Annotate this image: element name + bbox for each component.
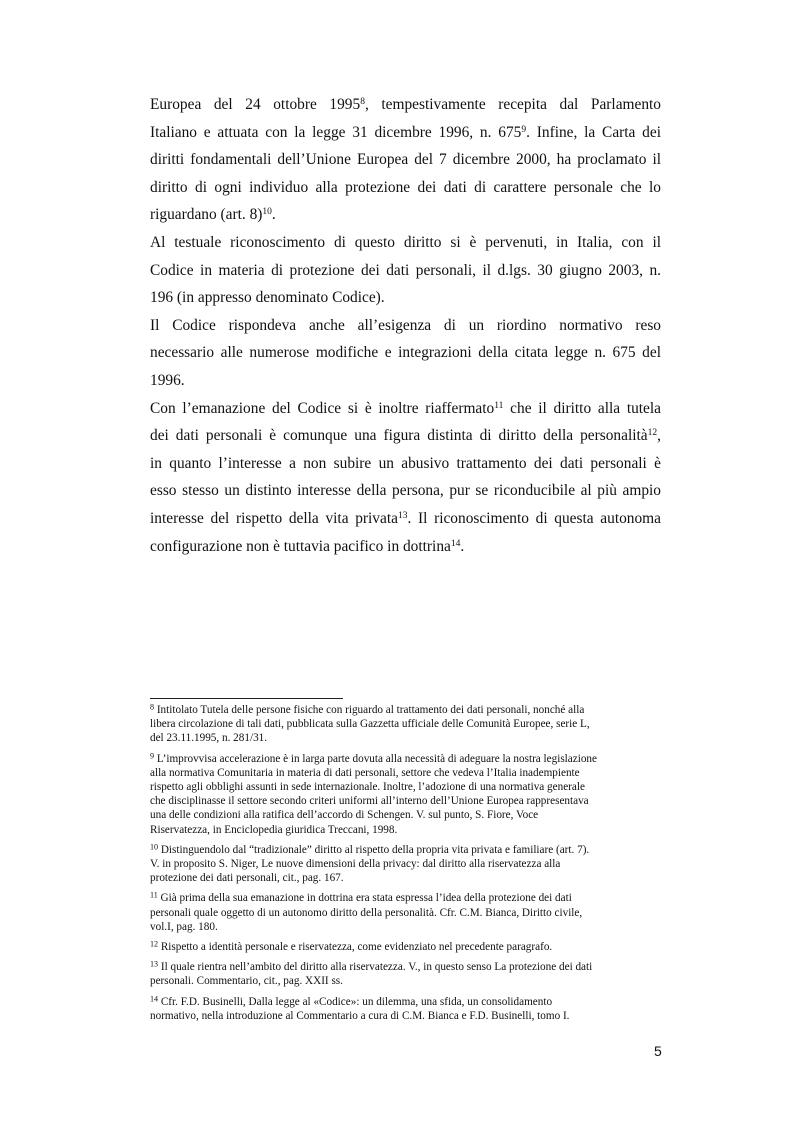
text-line xyxy=(150,450,661,478)
footnote-number: 10 xyxy=(150,842,159,852)
footnote-line xyxy=(150,703,661,717)
text-line xyxy=(150,339,661,367)
paragraph xyxy=(150,395,661,561)
text-run: interesse del rispetto della vita privata xyxy=(150,509,398,527)
paragraph xyxy=(150,91,661,229)
footnote-ref: 11 xyxy=(494,399,504,411)
footnote-text: L’improvvisa accelerazione è in larga parte dovuta alla necessità di adeguare la nostra legislazione xyxy=(156,752,597,765)
text-line xyxy=(150,91,661,119)
footnote-text: vol.I, pag. 180. xyxy=(150,920,218,933)
footnotes xyxy=(150,703,661,1029)
text-run: Il Codice rispondeva anche all’esigenza di un riordino normativo reso xyxy=(150,316,661,334)
footnote-line xyxy=(150,780,661,794)
text-run: . xyxy=(271,206,276,224)
text-run: 196 (in appresso denominato Codice). xyxy=(150,289,385,307)
footnote-number: 14 xyxy=(150,994,159,1004)
footnote-line xyxy=(150,1009,661,1023)
text-line xyxy=(150,533,661,561)
page-number: 5 xyxy=(654,1043,662,1059)
footnote-line xyxy=(150,891,661,905)
text-run: riguardano (art. 8) xyxy=(150,206,263,224)
footnote-ref: 10 xyxy=(262,206,272,218)
paragraph xyxy=(150,312,661,395)
text-line xyxy=(150,146,661,174)
footnote-line xyxy=(150,920,661,934)
footnote-text: alla normativa Comunitaria in materia di dati personali, settore che vedeva l’Italia inadempiente xyxy=(150,766,580,779)
footnote-ref: 9 xyxy=(521,123,527,135)
footnote-line xyxy=(150,752,661,766)
text-run: Con l’emanazione del Codice si è inoltre riaffermato xyxy=(150,399,495,417)
footnote-line xyxy=(150,808,661,822)
footnote xyxy=(150,995,661,1023)
text-run: . xyxy=(460,537,465,555)
text-run: dei dati personali è comunque una figura distinta di diritto della personalità xyxy=(150,427,648,445)
footnote-text: personali. Commentario, cit., pag. XXII ss. xyxy=(150,975,343,988)
footnote-text: Rispetto a identità personale e riservatezza, come evidenziato nel precedente paragrafo. xyxy=(160,941,553,954)
body-text xyxy=(150,91,661,560)
footnote-line xyxy=(150,766,661,780)
footnote-line xyxy=(150,871,661,885)
footnote xyxy=(150,891,661,934)
footnote-text: Distinguendolo dal “tradizionale” diritto al rispetto della propria vita privata e familiare (art. 7). xyxy=(160,843,590,856)
footnote-text: del 23.11.1995, n. 281/31. xyxy=(150,732,268,745)
text-line xyxy=(150,229,661,257)
footnote-separator xyxy=(150,698,343,699)
footnote-line xyxy=(150,906,661,920)
footnote-number: 8 xyxy=(150,702,155,712)
footnote-text: rispetto agli obblighi assunti in sede internazionale. Inoltre, l’adozione di una normativa generale xyxy=(150,781,585,794)
text-run: in quanto l’interesse a non subire un abusivo trattamento dei dati personali è xyxy=(150,454,661,472)
text-run: , xyxy=(657,427,661,445)
footnote-text: normativo, nella introduzione al Commentario a cura di C.M. Bianca e F.D. Businelli, tomo I. xyxy=(150,1009,570,1022)
text-run: . Il riconoscimento di questa autonoma xyxy=(407,509,661,527)
text-run: esso stesso un distinto interesse della persona, pur se riconducibile al più ampio xyxy=(150,482,661,500)
footnote-line xyxy=(150,794,661,808)
text-line xyxy=(150,119,661,147)
text-run: Italiano e attuata con la legge 31 dicembre 1996, n. 675 xyxy=(150,123,522,141)
footnote-line xyxy=(150,731,661,745)
text-line xyxy=(150,367,661,395)
footnote-line xyxy=(150,857,661,871)
footnote-line xyxy=(150,843,661,857)
text-line xyxy=(150,312,661,340)
text-run: che il diritto alla tutela xyxy=(503,399,661,417)
footnote xyxy=(150,843,661,886)
text-run: Codice in materia di protezione dei dati personali, il d.lgs. 30 giugno 2003, n. xyxy=(150,261,661,279)
footnote xyxy=(150,960,661,988)
footnote xyxy=(150,940,661,954)
footnote-line xyxy=(150,717,661,731)
text-line xyxy=(150,477,661,505)
footnote-text: Riservatezza, in Enciclopedia giuridica Treccani, 1998. xyxy=(150,823,398,836)
footnote-number: 12 xyxy=(150,939,159,949)
footnote-number: 13 xyxy=(150,959,159,969)
footnote-ref: 12 xyxy=(647,426,658,438)
text-line xyxy=(150,284,661,312)
text-run: Al testuale riconoscimento di questo diritto si è pervenuti, in Italia, con il xyxy=(150,233,661,251)
footnote-text: protezione dei dati personali, cit., pag. 167. xyxy=(150,872,344,885)
footnote-text: V. in proposito S. Niger, Le nuove dimensioni della privacy: dal diritto alla riservatezza alla xyxy=(150,858,561,871)
footnote-text: che disciplinasse il settore secondo criteri uniformi all’interno dell’Unione Europea rappresentava xyxy=(150,795,589,808)
text-line xyxy=(150,257,661,285)
text-run: diritto di ogni individuo alla protezione dei dati di carattere personale che lo xyxy=(150,178,661,196)
paragraph xyxy=(150,229,661,312)
footnote xyxy=(150,703,661,746)
footnote-text: Intitolato Tutela delle persone fisiche con riguardo al trattamento dei dati personali, nonché alla xyxy=(156,704,585,716)
text-run: . Infine, la Carta dei xyxy=(526,123,661,141)
footnote-line xyxy=(150,960,661,974)
text-run: diritti fondamentali dell’Unione Europea del 7 dicembre 2000, ha proclamato il xyxy=(150,151,661,169)
text-line xyxy=(150,505,661,533)
footnote-ref: 8 xyxy=(360,95,365,107)
text-run: Europea del 24 ottobre 1995 xyxy=(150,96,361,113)
footnote-line xyxy=(150,823,661,837)
footnote-text: libera circolazione di tali dati, pubblicata sulla Gazzetta ufficiale delle Comunità Europee, serie L, xyxy=(150,718,590,731)
text-line xyxy=(150,422,661,450)
footnote-line xyxy=(150,940,661,954)
text-line xyxy=(150,395,661,423)
footnote xyxy=(150,752,661,837)
text-run: configurazione non è tuttavia pacifico in dottrina xyxy=(150,537,451,555)
footnote-number: 11 xyxy=(150,890,158,900)
footnote-line xyxy=(150,995,661,1009)
footnote-text: Cfr. F.D. Businelli, Dalla legge al «Codice»: un dilemma, una sfida, un consolidamento xyxy=(160,995,553,1008)
footnote-number: 9 xyxy=(150,750,155,760)
footnote-text: Già prima della sua emanazione in dottrina era stata espressa l’idea della protezione dei dati xyxy=(160,892,572,905)
footnote-text: personali quale oggetto di un autonomo diritto della personalità. Cfr. C.M. Bianca, Diritto civile, xyxy=(150,906,583,919)
footnote-line xyxy=(150,974,661,988)
footnote-text: Il quale rientra nell’ambito del diritto alla riservatezza. V., in questo senso La protezione dei dati xyxy=(160,961,593,974)
text-line xyxy=(150,201,661,229)
text-line xyxy=(150,174,661,202)
text-run: necessario alle numerose modifiche e integrazioni della citata legge n. 675 del xyxy=(150,344,661,362)
footnote-text: una delle condizioni alla ratifica dell’accordo di Schengen. V. sul punto, S. Fiore, Voce xyxy=(150,809,539,822)
text-run: , tempestivamente recepita dal Parlamento xyxy=(364,96,662,113)
text-run: 1996. xyxy=(150,371,185,389)
footnote-ref: 13 xyxy=(397,509,408,521)
footnote-ref: 14 xyxy=(450,537,461,549)
